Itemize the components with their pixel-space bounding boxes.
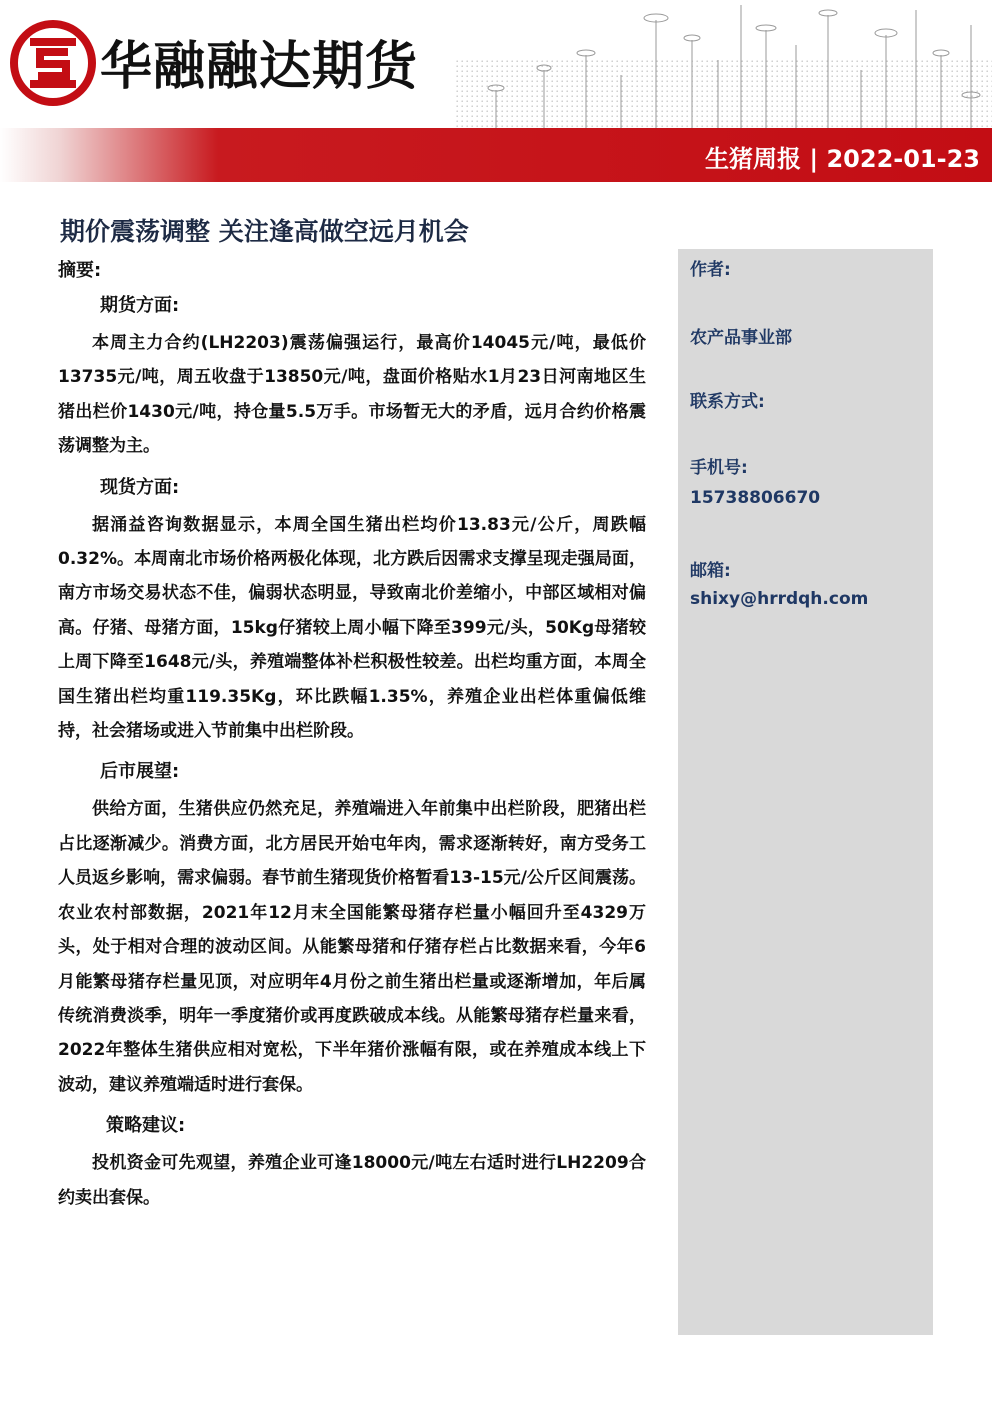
- department: 农产品事业部: [690, 328, 792, 348]
- report-tag: 生猪周报 | 2022-01-23: [705, 145, 980, 173]
- email-address[interactable]: shixy@hrrdqh.com: [690, 589, 869, 609]
- section-title: 期货方面:: [100, 295, 180, 316]
- author-label: 作者:: [690, 260, 731, 280]
- report-headline: 期价震荡调整 关注逢高做空远月机会: [60, 217, 469, 246]
- section-title: 后市展望:: [100, 761, 180, 783]
- phone-label: 手机号:: [690, 458, 748, 478]
- section-paragraph: 本周主力合约(LH2203)震荡偏强运行，最高价14045元/吨，最低价13735元/吨，周五收盘于13850元/吨，盘面价格贴水1月23日河南地区生猪出栏价1430元/吨，持仓量5.5万手。市场暂无大的矛盾，远月合约价格震荡调整为主。: [58, 333, 646, 457]
- section-title: 现货方面:: [100, 476, 180, 498]
- section-paragraph: 供给方面，生猪供应仍然充足，养殖端进入年前集中出栏阶段，肥猪出栏占比逐渐减少。消费方面，北方居民开始屯年肉，需求逐渐转好，南方受务工人员返乡影响，需求偏弱。春节前生猪现货价格暂看13-15元/公斤区间震荡。农业农村部数据，2021年12月末全国能繁母猪存栏量小幅回升至4329万头，处于相对合理的波动区间。从能繁母猪和仔猪存栏占比数据来看，今年6月能繁母猪存栏量见顶，对应明年4月份之前生猪出栏量或逐渐增加，年后属传统消费淡季，明年一季度猪价或再度跌破成本线。从能繁母猪存栏量来看，2022年整体生猪供应相对宽松，下半年猪价涨幅有限，或在养殖成本线上下波动，建议养殖端适时进行套保。: [58, 799, 646, 1095]
- summary-label: 摘要:: [58, 260, 102, 281]
- huarong-logo-icon: [10, 20, 96, 106]
- decorative-pattern: [456, 0, 992, 130]
- section-title: 策略建议:: [106, 1115, 186, 1137]
- section-paragraph: 据涌益咨询数据显示，本周全国生猪出栏均价13.83元/公斤，周跌幅0.32%。本周南北市场价格两极化体现，北方跌后因需求支撑呈现走强局面，南方市场交易状态不佳，偏弱状态明显，导致南北价差缩小，中部区域相对偏高。仔猪、母猪方面，15kg仔猪较上周小幅下降至399元/头，50Kg母猪较上周下降至1648元/头，养殖端整体补栏积极性较差。出栏均重方面，本周全国生猪出栏均重119.35Kg，环比跌幅1.35%，养殖企业出栏体重偏低维持，社会猪场或进入节前集中出栏阶段。: [58, 514, 646, 742]
- phone-number: 15738806670: [690, 488, 821, 508]
- author-sidebar: [678, 249, 933, 1335]
- email-label: 邮箱:: [690, 561, 731, 581]
- contact-label: 联系方式:: [690, 392, 765, 412]
- company-name: 华融融达期货: [100, 37, 419, 97]
- main-content: [58, 256, 646, 1223]
- section-paragraph: 投机资金可先观望，养殖企业可逢18000元/吨左右适时进行LH2209合约卖出套保。: [58, 1153, 646, 1208]
